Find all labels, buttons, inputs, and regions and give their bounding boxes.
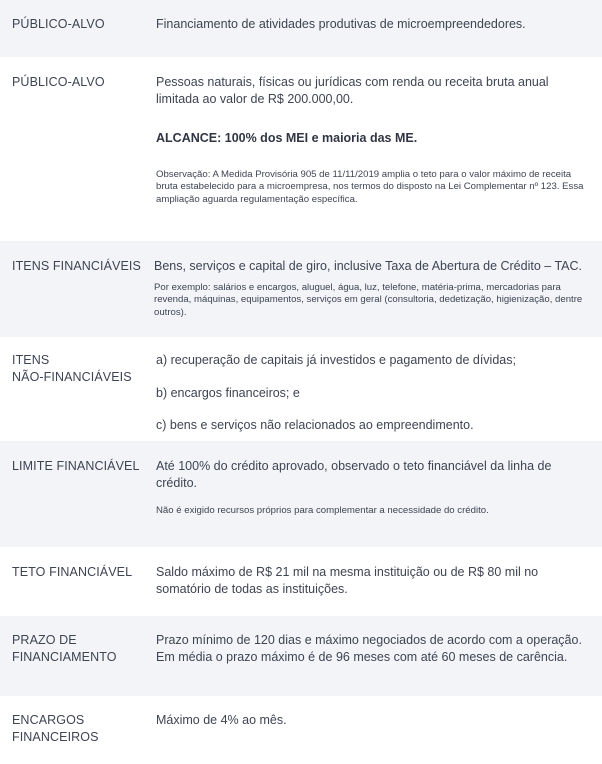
- row-label-line: FINANCIAMENTO: [12, 649, 117, 664]
- row-publico-alvo-2: [0, 57, 602, 241]
- row-label-line: FINANCEIROS: [12, 729, 99, 744]
- row-label: [12, 712, 99, 745]
- row-text-line: Prazo mínimo de 120 dias e máximo negociados de acordo com a operação.: [156, 633, 582, 647]
- row-text: Pessoas naturais, físicas ou jurídicas com renda ou receita bruta anual limitada ao valor de R$ 200.000,00.: [156, 75, 549, 106]
- row-limite-financiavel: [0, 441, 602, 547]
- row-encargos-financeiros: [0, 696, 602, 764]
- alcance-highlight: ALCANCE: 100% dos MEI e maioria das ME.: [156, 131, 418, 145]
- row-publico-alvo-1: [0, 0, 602, 57]
- row-text: Saldo máximo de R$ 21 mil na mesma instituição ou de R$ 80 mil no somatório de todas as instituições.: [156, 565, 539, 596]
- row-note: Observação: A Medida Provisória 905 de 11/11/2019 amplia o teto para o valor máximo de receita bruta estabelecido para a microempresa, nos termos do disposto na Lei Complementar nº 123. Essa ampliação aguarda regulamentação específica.: [156, 168, 584, 205]
- row-content: [156, 458, 592, 518]
- row-content: [156, 632, 592, 665]
- row-note: Por exemplo: salários e encargos, aluguel, água, luz, telefone, matéria-prima, mercadorias para revenda, máquinas, equipamentos, serviços em geral (consultoria, dedetização, higienização, dentre outros).: [154, 281, 583, 318]
- row-label: [12, 352, 132, 385]
- row-label: [12, 632, 117, 665]
- row-content: [156, 16, 592, 33]
- row-label: LIMITE FINANCIÁVEL: [12, 459, 140, 473]
- row-content: [156, 564, 592, 597]
- row-label: ITENS FINANCIÁVEIS: [12, 259, 141, 273]
- list-item: b) encargos financeiros; e: [156, 385, 300, 400]
- row-note: Não é exigido recursos próprios para complementar a necessidade do crédito.: [156, 505, 489, 516]
- row-label-line: NÃO-FINANCIÁVEIS: [12, 369, 132, 384]
- row-text: Bens, serviços e capital de giro, inclusive Taxa de Abertura de Crédito – TAC.: [154, 259, 583, 273]
- row-content: [156, 712, 592, 729]
- row-itens-nao-financiaveis: [0, 337, 602, 441]
- row-content: [156, 74, 592, 206]
- row-label-line: ITENS: [12, 353, 50, 367]
- row-label-line: ENCARGOS: [12, 713, 85, 727]
- row-itens-financiaveis: [0, 241, 602, 337]
- row-prazo-financiamento: [0, 616, 602, 696]
- row-teto-financiavel: [0, 547, 602, 616]
- row-text: Financiamento de atividades produtivas de microempreendedores.: [156, 17, 526, 31]
- row-label: PÚBLICO-ALVO: [12, 75, 105, 89]
- row-label: PÚBLICO-ALVO: [12, 17, 105, 31]
- row-label: TETO FINANCIÁVEL: [12, 565, 133, 579]
- row-text-line: Em média o prazo máximo é de 96 meses com até 60 meses de carência.: [156, 649, 568, 664]
- list-item: a) recuperação de capitais já investidos e pagamento de dívidas;: [156, 353, 516, 367]
- row-text: Máximo de 4% ao mês.: [156, 713, 287, 727]
- list-item: c) bens e serviços não relacionados ao empreendimento.: [156, 418, 474, 432]
- row-content: [156, 352, 592, 434]
- row-text: Até 100% do crédito aprovado, observado o teto financiável da linha de crédito.: [156, 459, 552, 490]
- row-content: [154, 258, 592, 319]
- row-label-line: PRAZO DE: [12, 633, 77, 647]
